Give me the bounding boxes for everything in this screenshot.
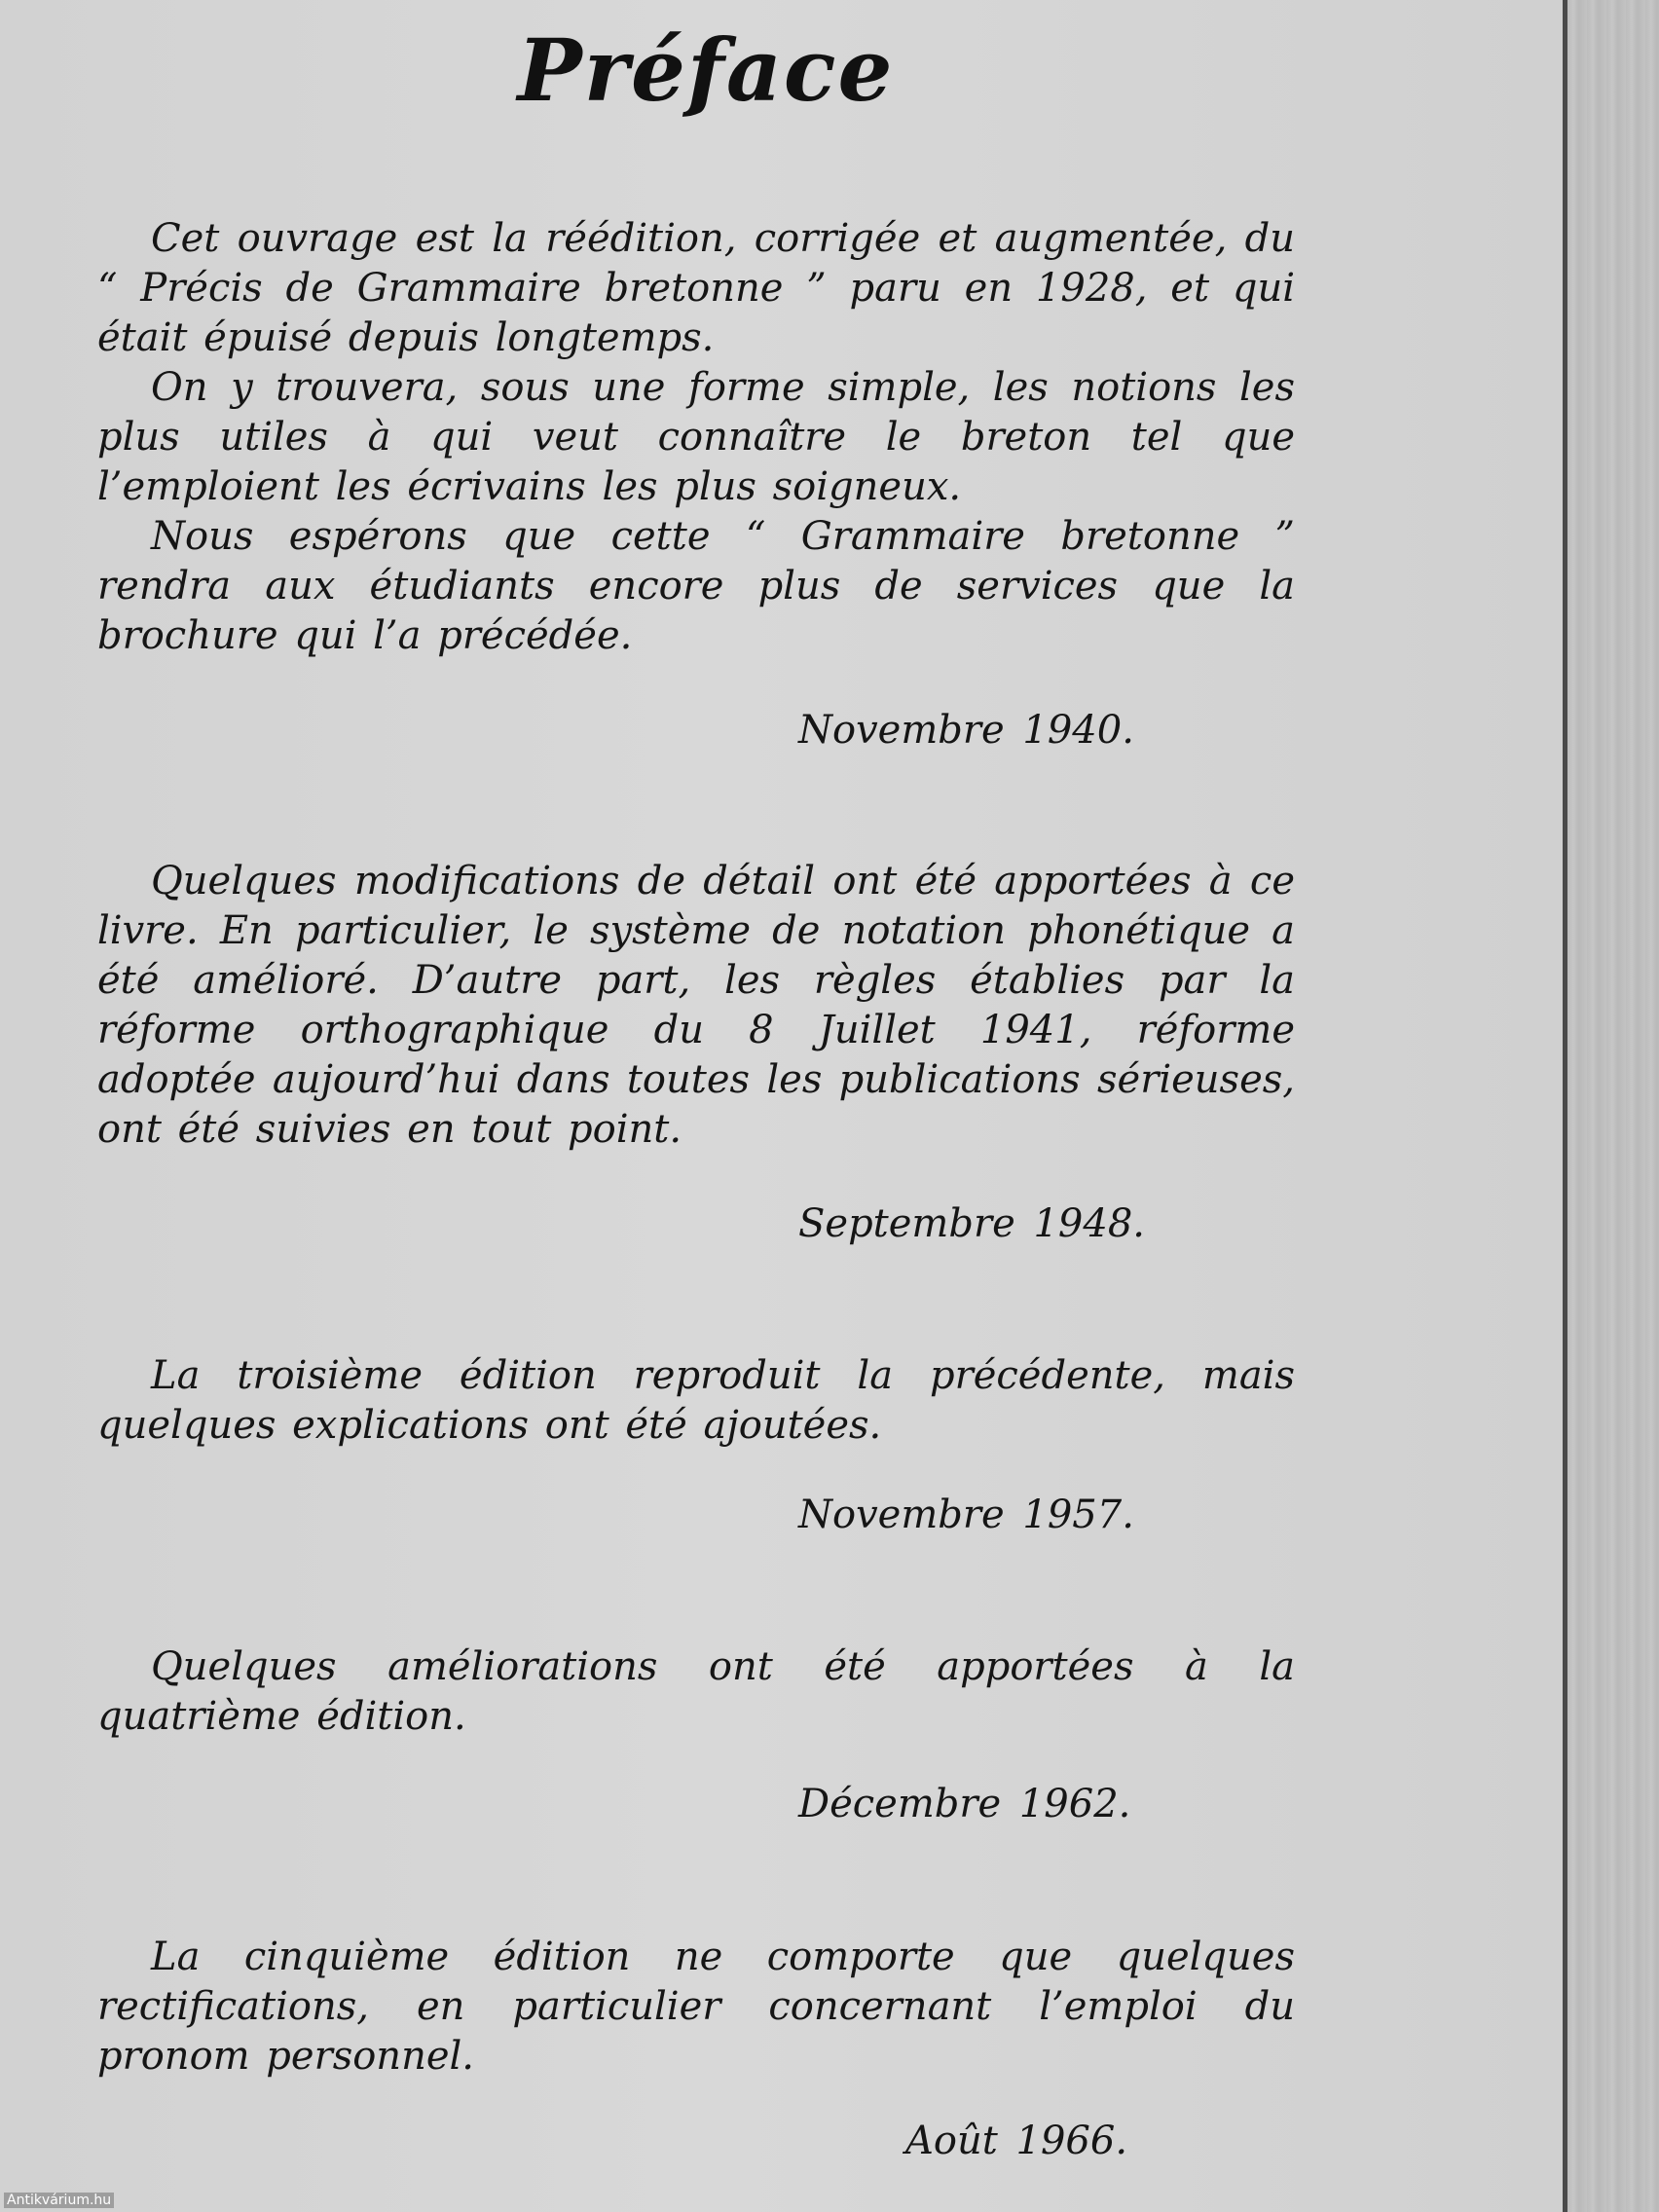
preface-entry-4 [97, 1642, 1295, 1742]
paragraph: On y trouvera, sous une forme simple, les notions les plus utiles à qui veut connaître le breton tel que l’emploient les écrivains les plus soigneux. [97, 365, 1295, 509]
entry-date: Novembre 1957. [798, 1493, 1134, 1537]
paragraph: Quelques améliorations ont été apportées à la quatrième édition. [97, 1644, 1295, 1739]
entry-date: Novembre 1940. [798, 708, 1134, 753]
paragraph: Quelques modifications de détail ont été apportées à ce livre. En particulier, le système de notation phonétique a été amélioré. D’autre part, les règles établies par la réforme orthographique du 8 Juillet 1941, réforme adoptée aujourd’hui dans toutes les publications sérieuses, ont été suivies en tout point. [97, 859, 1295, 1152]
page-title: Préface [517, 19, 895, 121]
paragraph: La troisième édition reproduit la précédente, mais quelques explications ont été ajoutées. [97, 1353, 1295, 1448]
paragraph: La cinquième édition ne comporte que quelques rectifications, en particulier concernant l’emploi du pronom personnel. [97, 1935, 1295, 2079]
entry-date: Août 1966. [905, 2119, 1128, 2163]
preface-entry-3 [97, 1351, 1295, 1451]
paragraph: Cet ouvrage est la réédition, corrigée et augmentée, du “ Précis de Grammaire bretonne ” paru en 1928, et qui était épuisé depuis longtemps. [97, 216, 1295, 360]
entry-date: Septembre 1948. [798, 1201, 1145, 1246]
paragraph: Nous espérons que cette “ Grammaire bretonne ” rendra aux étudiants encore plus de services que la brochure qui l’a précédée. [97, 514, 1295, 658]
preface-entry-1 [97, 214, 1295, 661]
preface-entry-5 [97, 1933, 1295, 2082]
entry-date: Décembre 1962. [798, 1782, 1131, 1826]
back-board [1567, 0, 1659, 2212]
preface-entry-2 [97, 857, 1295, 1155]
watermark: Antikvárium.hu [4, 2193, 114, 2208]
